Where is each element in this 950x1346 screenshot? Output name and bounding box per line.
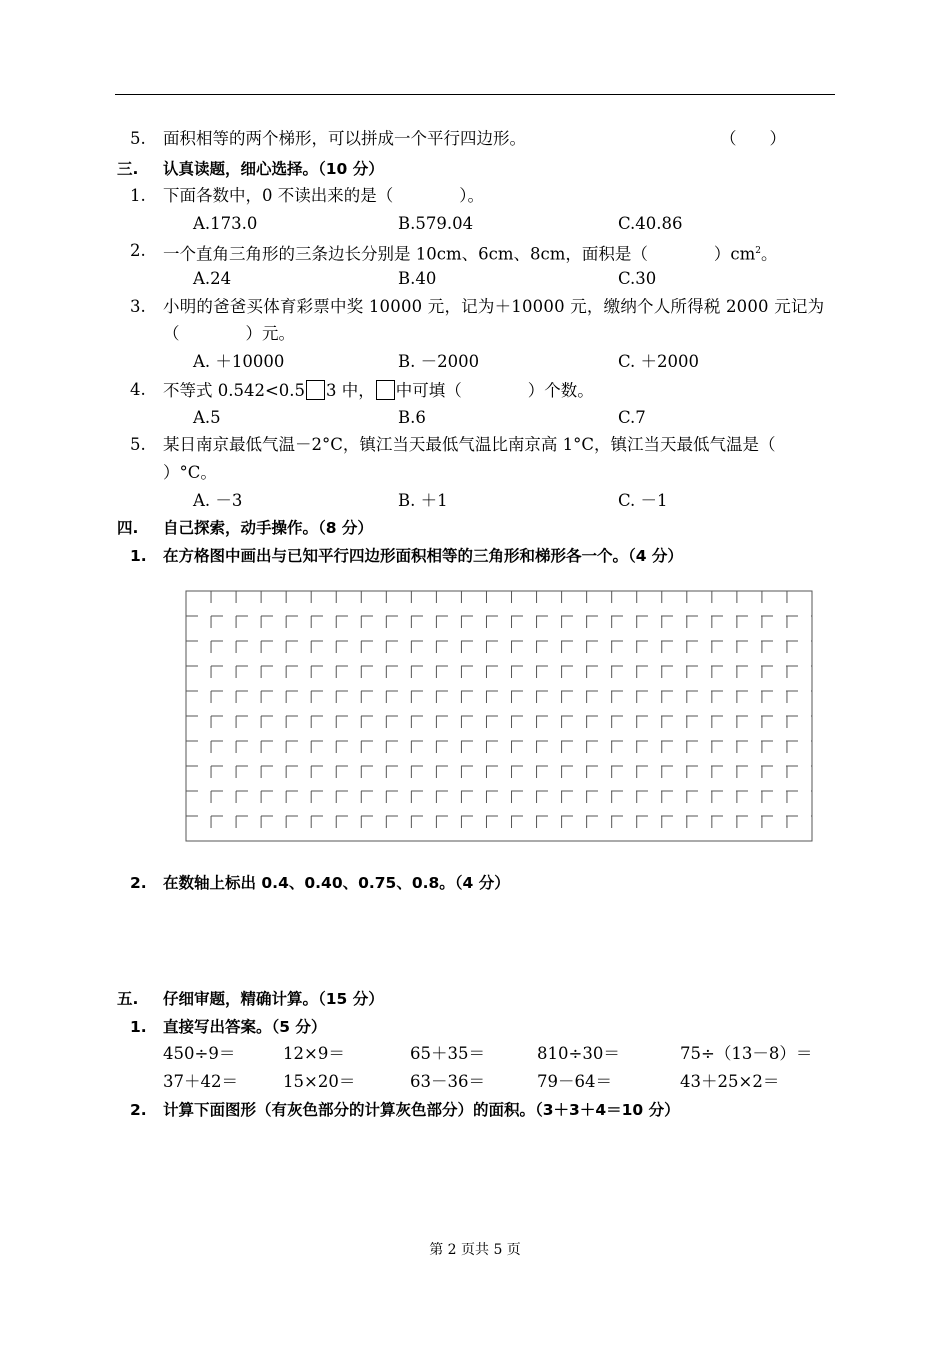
option-b: B. ＋1 — [398, 491, 448, 510]
calc-item: 79－64＝ — [537, 1072, 612, 1091]
section-title: 自己探索，动手操作。（8 分） — [163, 519, 373, 537]
question-text-cont: （ ）元。 — [163, 324, 295, 343]
option-a: A.173.0 — [193, 214, 258, 233]
question-text: 不等式 0.542<0.5 3 中， 中可填（ ）个数。 — [163, 381, 594, 400]
calc-item: 15×20＝ — [283, 1072, 356, 1091]
calc-item: 810÷30＝ — [537, 1044, 620, 1063]
question-text: 计算下面图形（有灰色部分的计算灰色部分）的面积。（3＋3＋4＝10 分） — [163, 1101, 680, 1119]
question-text: 某日南京最低气温－2°C，镇江当天最低气温比南京高 1°C，镇江当天最低气温是（ — [163, 435, 776, 454]
calc-item: 63－36＝ — [410, 1072, 485, 1091]
question-number: 1. — [130, 186, 146, 205]
option-c: C. ＋2000 — [618, 352, 700, 371]
option-c: C.40.86 — [618, 214, 683, 233]
question-number: 2. — [130, 1101, 147, 1119]
question-text: 直接写出答案。（5 分） — [163, 1018, 327, 1036]
question-number: 2. — [130, 874, 147, 892]
question-number: 2. — [130, 241, 146, 260]
option-b: B.40 — [398, 269, 437, 288]
square-grid — [185, 590, 813, 842]
option-a: A. －3 — [193, 491, 243, 510]
question-number: 5. — [130, 435, 146, 454]
section-number: 五. — [117, 990, 139, 1008]
section-title: 仔细审题，精确计算。（15 分） — [163, 990, 384, 1008]
section-number: 四. — [117, 519, 139, 537]
section-number: 三. — [117, 160, 139, 178]
answer-paren: （ ） — [720, 129, 786, 148]
option-c: C.7 — [618, 408, 646, 427]
calc-item: 37＋42＝ — [163, 1072, 238, 1091]
question-number: 3. — [130, 297, 146, 316]
option-c: C.30 — [618, 269, 657, 288]
question-number: 4. — [130, 380, 146, 399]
option-b: B.6 — [398, 408, 426, 427]
option-b: B. －2000 — [398, 352, 480, 371]
blank-box — [306, 380, 325, 400]
header-rule — [115, 94, 835, 95]
option-a: A.5 — [193, 408, 221, 427]
question-number: 1. — [130, 547, 147, 565]
calc-item: 12×9＝ — [283, 1044, 345, 1063]
option-b: B.579.04 — [398, 214, 474, 233]
calc-item: 75÷（13－8）＝ — [680, 1044, 813, 1063]
option-c: C. －1 — [618, 491, 668, 510]
question-text: 小明的爸爸买体育彩票中奖 10000 元，记为＋10000 元，缴纳个人所得税 2000 元记为 — [163, 297, 825, 316]
question-text: 在方格图中画出与已知平行四边形面积相等的三角形和梯形各一个。（4 分） — [163, 547, 683, 565]
page-footer: 第 2 页共 5 页 — [429, 1242, 521, 1258]
question-text: 下面各数中，0 不读出来的是（ ）。 — [163, 186, 484, 205]
question-number: 5. — [130, 129, 146, 148]
section-title: 认真读题，细心选择。（10 分） — [163, 160, 384, 178]
option-a: A. ＋10000 — [193, 352, 285, 371]
question-number: 1. — [130, 1018, 147, 1036]
calc-item: 450÷9＝ — [163, 1044, 236, 1063]
calc-item: 43＋25×2＝ — [680, 1072, 780, 1091]
calc-item: 65＋35＝ — [410, 1044, 485, 1063]
question-text: 在数轴上标出 0.4、0.40、0.75、0.8。（4 分） — [163, 874, 510, 892]
question-text: 一个直角三角形的三条边长分别是 10cm、6cm、8cm，面积是（ ）$cm^2$。 — [163, 244, 778, 264]
option-a: A.24 — [193, 269, 232, 288]
question-text-cont: ）°C。 — [163, 463, 217, 482]
blank-box — [376, 380, 395, 400]
question-text: 面积相等的两个梯形，可以拼成一个平行四边形。 — [163, 129, 526, 148]
